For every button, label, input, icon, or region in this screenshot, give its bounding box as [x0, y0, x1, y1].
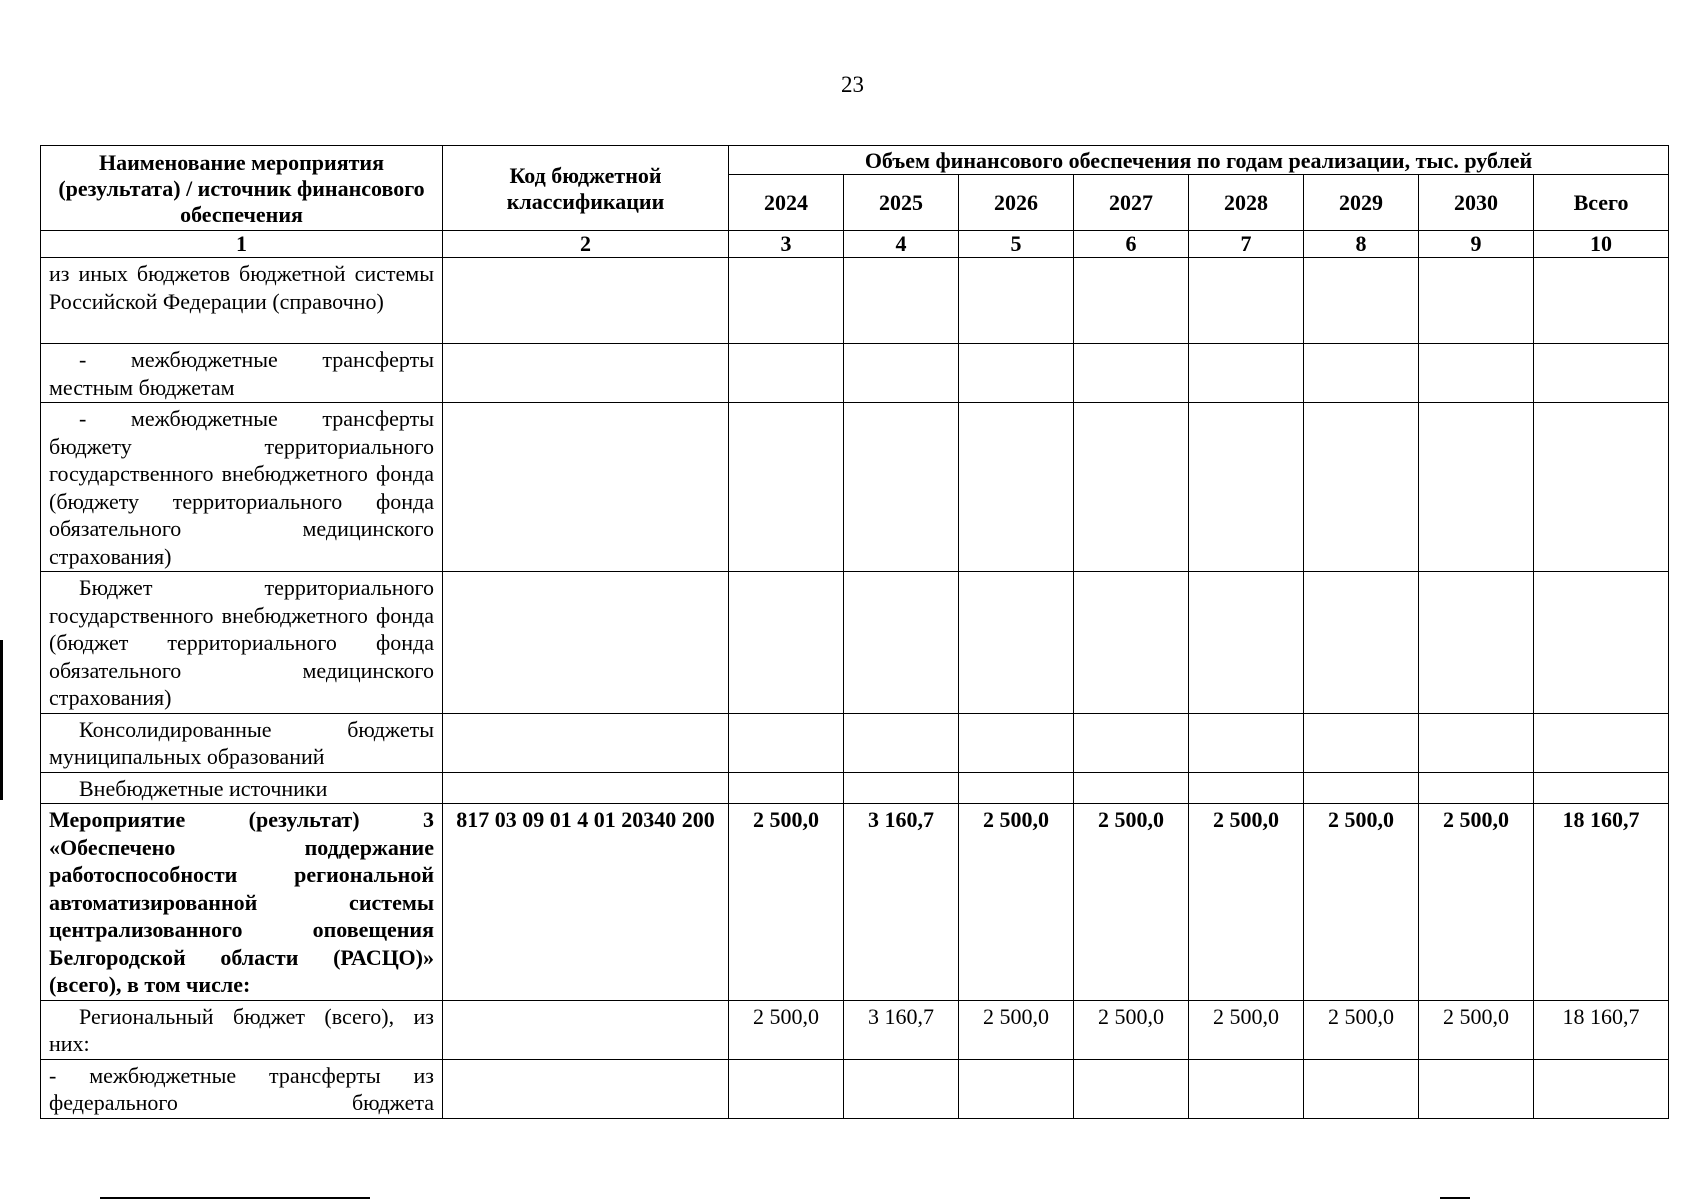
row-value: [729, 344, 844, 403]
row-value: [1189, 772, 1304, 804]
row-value: [1189, 713, 1304, 772]
row-value: [1304, 713, 1419, 772]
row-value: [1534, 403, 1669, 572]
table-row: [41, 804, 1669, 1001]
row-name: Мероприятие (результат) 3 «Обеспечено поддержание работоспособности региональной автоматизированной системы централизованного оповещения Белгородской области (РАСЦО)» (всего), в том числе:: [41, 804, 443, 1001]
column-number: 7: [1189, 231, 1304, 258]
row-code: [443, 403, 729, 572]
row-value: [729, 1059, 844, 1118]
row-code: [443, 258, 729, 344]
row-value: [1304, 772, 1419, 804]
header-code-column: Код бюджетной классификации: [443, 146, 729, 231]
row-value: [844, 772, 959, 804]
row-value: 3 160,7: [844, 804, 959, 1001]
row-name: - межбюджетные трансферты из федерального бюджета: [41, 1059, 443, 1118]
row-value: [959, 772, 1074, 804]
row-value: [1534, 772, 1669, 804]
row-value: [1419, 772, 1534, 804]
header-year: 2026: [959, 175, 1074, 231]
scan-artifact-line: [100, 1197, 370, 1199]
column-number: 2: [443, 231, 729, 258]
row-value: [959, 403, 1074, 572]
row-value: [1304, 572, 1419, 714]
row-value: [729, 772, 844, 804]
row-value: [844, 1059, 959, 1118]
row-value: [1419, 403, 1534, 572]
row-value: 2 500,0: [1304, 804, 1419, 1001]
row-code: [443, 344, 729, 403]
table-row: [41, 258, 1669, 344]
row-value: 2 500,0: [959, 804, 1074, 1001]
table-row: [41, 1059, 1669, 1118]
row-value: 2 500,0: [1419, 804, 1534, 1001]
row-name: Региональный бюджет (всего), из них:: [41, 1000, 443, 1059]
header-year: 2027: [1074, 175, 1189, 231]
row-code: 817 03 09 01 4 01 20340 200: [443, 804, 729, 1001]
column-number: 1: [41, 231, 443, 258]
column-number: 4: [844, 231, 959, 258]
row-value: 3 160,7: [844, 1000, 959, 1059]
row-value: [1074, 572, 1189, 714]
row-value: 2 500,0: [1189, 804, 1304, 1001]
row-value: [959, 713, 1074, 772]
row-name: - межбюджетные трансферты местным бюджетам: [41, 344, 443, 403]
row-value: [1074, 772, 1189, 804]
row-value: [1534, 258, 1669, 344]
row-value: [1534, 713, 1669, 772]
row-value: [844, 713, 959, 772]
column-number: 5: [959, 231, 1074, 258]
row-value: [844, 403, 959, 572]
row-value: [729, 403, 844, 572]
row-value: [1304, 403, 1419, 572]
row-code: [443, 1000, 729, 1059]
row-value: 2 500,0: [1304, 1000, 1419, 1059]
header-total: Всего: [1534, 175, 1669, 231]
scan-edge-mark: [0, 640, 3, 800]
row-name: Консолидированные бюджеты муниципальных образований: [41, 713, 443, 772]
row-value: [1074, 403, 1189, 572]
header-year: 2024: [729, 175, 844, 231]
row-value: 2 500,0: [1419, 1000, 1534, 1059]
row-value: [1304, 344, 1419, 403]
row-value: 18 160,7: [1534, 804, 1669, 1001]
row-value: 2 500,0: [1074, 1000, 1189, 1059]
row-value: [729, 258, 844, 344]
row-value: 2 500,0: [1074, 804, 1189, 1001]
row-value: [959, 1059, 1074, 1118]
column-number: 9: [1419, 231, 1534, 258]
row-name: из иных бюджетов бюджетной системы Российской Федерации (справочно): [41, 258, 443, 344]
row-value: [1074, 344, 1189, 403]
table-row: [41, 1000, 1669, 1059]
row-value: 18 160,7: [1534, 1000, 1669, 1059]
row-value: [1419, 572, 1534, 714]
row-value: [1074, 1059, 1189, 1118]
row-value: [1189, 1059, 1304, 1118]
row-value: 2 500,0: [729, 804, 844, 1001]
header-year: 2028: [1189, 175, 1304, 231]
row-value: [959, 344, 1074, 403]
row-value: [1534, 344, 1669, 403]
table-row: [41, 572, 1669, 714]
column-number: 10: [1534, 231, 1669, 258]
row-value: [1419, 713, 1534, 772]
row-value: [1189, 572, 1304, 714]
scan-artifact-line: [1440, 1197, 1470, 1199]
table-row: [41, 713, 1669, 772]
row-value: [1074, 258, 1189, 344]
row-value: [1534, 1059, 1669, 1118]
table-row: [41, 403, 1669, 572]
row-value: [844, 572, 959, 714]
header-volume-column: Объем финансового обеспечения по годам реализации, тыс. рублей: [729, 146, 1669, 175]
row-value: [844, 258, 959, 344]
row-value: [729, 572, 844, 714]
row-value: [844, 344, 959, 403]
row-value: 2 500,0: [1189, 1000, 1304, 1059]
row-value: [1304, 1059, 1419, 1118]
table-row: [41, 344, 1669, 403]
row-value: [1419, 344, 1534, 403]
row-code: [443, 572, 729, 714]
column-number-row: [41, 231, 1669, 258]
row-name: Внебюджетные источники: [41, 772, 443, 804]
header-year: 2025: [844, 175, 959, 231]
budget-table: [40, 145, 1669, 1119]
row-name: Бюджет территориального государственного внебюджетного фонда (бюджет территориального фонда обязательного медицинского страхования): [41, 572, 443, 714]
row-value: [959, 572, 1074, 714]
row-value: 2 500,0: [959, 1000, 1074, 1059]
row-code: [443, 1059, 729, 1118]
column-number: 8: [1304, 231, 1419, 258]
row-code: [443, 772, 729, 804]
row-value: [1074, 713, 1189, 772]
header-name-column: Наименование мероприятия (результата) / источник финансового обеспечения: [41, 146, 443, 231]
header-year: 2029: [1304, 175, 1419, 231]
page-number: 23: [841, 72, 864, 97]
column-number: 3: [729, 231, 844, 258]
row-value: [1189, 258, 1304, 344]
row-value: [1304, 258, 1419, 344]
row-value: [1419, 1059, 1534, 1118]
row-value: [1534, 572, 1669, 714]
header-year: 2030: [1419, 175, 1534, 231]
column-number: 6: [1074, 231, 1189, 258]
row-name: - межбюджетные трансферты бюджету территориального государственного внебюджетного фонда (бюджету территориального фонда обязательного медицинского страхования): [41, 403, 443, 572]
table-row: [41, 772, 1669, 804]
row-value: [729, 713, 844, 772]
row-value: 2 500,0: [729, 1000, 844, 1059]
row-value: [959, 258, 1074, 344]
row-value: [1189, 403, 1304, 572]
row-value: [1419, 258, 1534, 344]
row-value: [1189, 344, 1304, 403]
row-code: [443, 713, 729, 772]
